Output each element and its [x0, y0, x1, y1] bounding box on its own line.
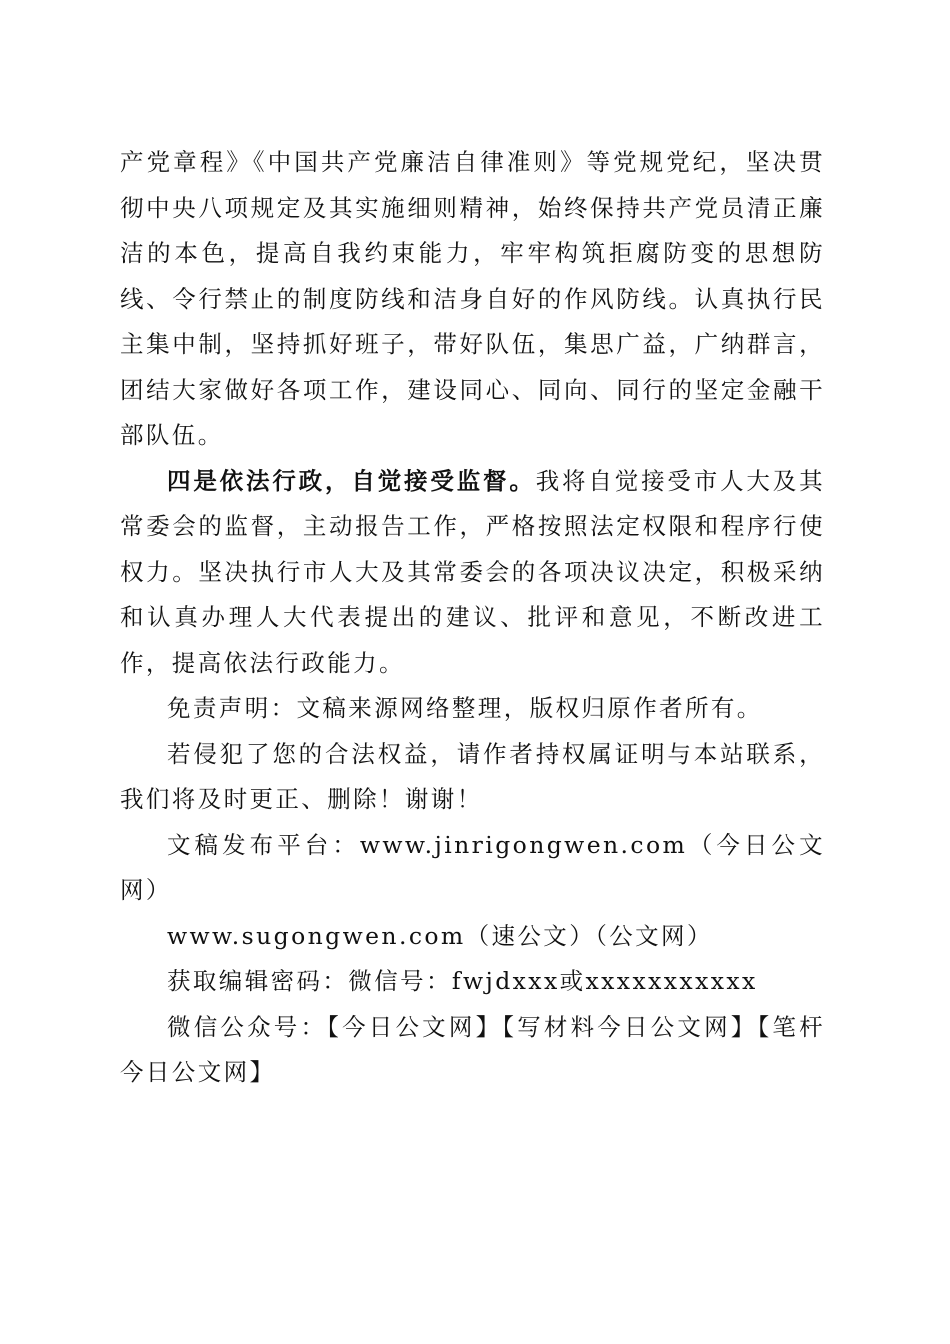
wechat-line: 微信公众号：【今日公文网】【写材料今日公文网】【笔杆今日公文网】	[120, 1012, 825, 1086]
password-line: 获取编辑密码：微信号：fwjdxxx或xxxxxxxxxxx	[167, 967, 758, 995]
section-heading-law: 四是依法行政，自觉接受监督。	[167, 466, 536, 495]
document-page	[120, 140, 825, 1096]
infringement-notice: 若侵犯了您的合法权益，请作者持权属证明与本站联系，我们将及时更正、删除！谢谢！	[120, 739, 825, 813]
paragraph-law-governance	[120, 459, 825, 687]
section-body-law: 我将自觉接受市人大及其常委会的监督，主动报告工作，严格按照法定权限和程序行使权力。坚决执行市人大及其常委会的各项决议决定，积极采纳和认真办理人大代表提出的建议、批评和意见，不断改进工作，提高依法行政能力。	[120, 466, 825, 677]
disclaimer-text: 免责声明：文稿来源网络整理，版权归原作者所有。	[167, 694, 763, 722]
paragraph-party-discipline: 产党章程》《中国共产党廉洁自律准则》等党规党纪，坚决贯彻中央八项规定及其实施细则精神，始终保持共产党员清正廉洁的本色，提高自我约束能力，牢牢构筑拒腐防变的思想防线、令行禁止的制度防线和洁身自好的作风防线。认真执行民主集中制，坚持抓好班子，带好队伍，集思广益，广纳群言，团结大家做好各项工作，建设同心、同向、同行的坚定金融干部队伍。	[120, 148, 825, 449]
platform-line-2: www.sugongwen.com（速公文）（公文网）	[167, 921, 713, 950]
platform-line: 文稿发布平台：www.jinrigongwen.com（今日公文网）	[120, 830, 825, 904]
